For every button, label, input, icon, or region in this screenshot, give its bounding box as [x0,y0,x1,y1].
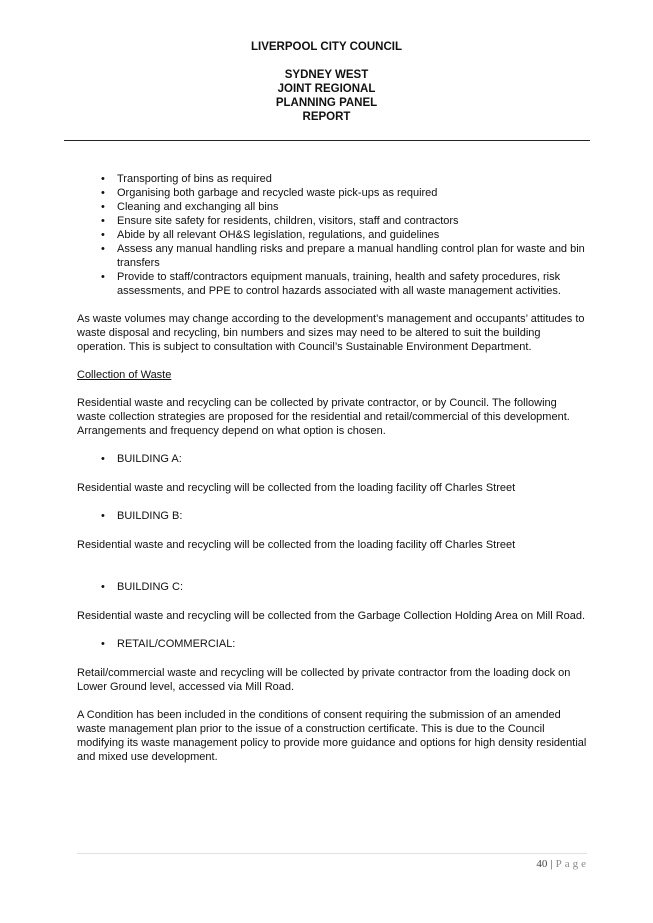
list-item-text: Transporting of bins as required [117,173,272,185]
retail-commercial-bullet [77,637,587,651]
building-label: BUILDING C: [117,581,184,593]
waste-volumes-paragraph: As waste volumes may change according to the development’s management and occupants’ attitudes to waste disposal and recycling, bin numbers and sizes may need to be altered to suit the building operation. This is subject to consultation with Council’s Sustainable Environment Department. [77,313,585,353]
building-b-text: Residential waste and recycling will be collected from the loading facility off Charles Street [77,539,516,551]
footer-separator: | [550,858,553,870]
report-title-line: PLANNING PANEL [275,97,378,109]
bullet-icon: • [101,581,105,593]
list-item [77,270,587,298]
list-item [77,172,587,186]
list-item [77,186,587,200]
bullet-icon: • [101,638,105,650]
bullet-icon: • [101,510,105,522]
page-number: 40 [536,858,548,870]
report-title-line: JOINT REGIONAL [277,83,376,95]
list-item [77,228,587,242]
report-title-line: SYDNEY WEST [284,69,369,81]
building-label: BUILDING A: [117,453,182,465]
bullet-icon: • [101,173,105,185]
collection-heading: Collection of Waste [77,369,172,381]
footer-divider [77,853,587,854]
bullet-icon: • [101,201,105,213]
condition-paragraph: A Condition has been included in the conditions of consent requiring the submission of an amended waste management plan prior to the issue of a construction certificate. This is due to the Council modifying its waste management policy to provide more guidance and options for high density residential and mixed use development. [77,709,587,763]
page-footer [536,857,589,871]
list-item-text: Abide by all relevant OH&S legislation, regulations, and guidelines [117,229,440,241]
page-label: Page [555,858,589,870]
list-item [77,200,587,214]
document-body [77,172,587,764]
building-c-bullet [77,580,587,594]
building-label: BUILDING B: [117,510,183,522]
bullet-icon: • [101,453,105,465]
collection-paragraph: Residential waste and recycling can be collected by private contractor, or by Council. The following waste collection strategies are proposed for the residential and retail/commercial of this development. Arrangements and frequency depend on what option is chosen. [77,397,570,437]
building-a-text: Residential waste and recycling will be collected from the loading facility off Charles Street [77,482,516,494]
bullet-icon: • [101,229,105,241]
building-b-bullet [77,509,587,523]
building-c-text: Residential waste and recycling will be collected from the Garbage Collection Holding Area on Mill Road. [77,610,586,622]
duties-list [77,172,587,298]
report-title-line: REPORT [302,111,351,123]
list-item-text: Provide to staff/contractors equipment manuals, training, health and safety procedures, risk assessments, and PPE to control hazards associated with all waste management activities. [117,271,561,297]
list-item-text: Assess any manual handling risks and prepare a manual handling control plan for waste and bin transfers [117,243,585,269]
retail-commercial-text: Retail/commercial waste and recycling will be collected by private contractor from the loading dock on Lower Ground level, accessed via Mill Road. [77,667,571,693]
list-item-text: Cleaning and exchanging all bins [117,201,279,213]
bullet-icon: • [101,271,105,283]
council-name: LIVERPOOL CITY COUNCIL [250,41,402,53]
bullet-icon: • [101,187,105,199]
building-a-bullet [77,452,587,466]
list-item-text: Organising both garbage and recycled waste pick-ups as required [117,187,438,199]
list-item [77,242,587,270]
building-label: RETAIL/COMMERCIAL: [117,638,236,650]
header-divider [64,140,590,141]
bullet-icon: • [101,215,105,227]
bullet-icon: • [101,243,105,255]
list-item [77,214,587,228]
document-header [0,40,653,124]
list-item-text: Ensure site safety for residents, children, visitors, staff and contractors [117,215,459,227]
